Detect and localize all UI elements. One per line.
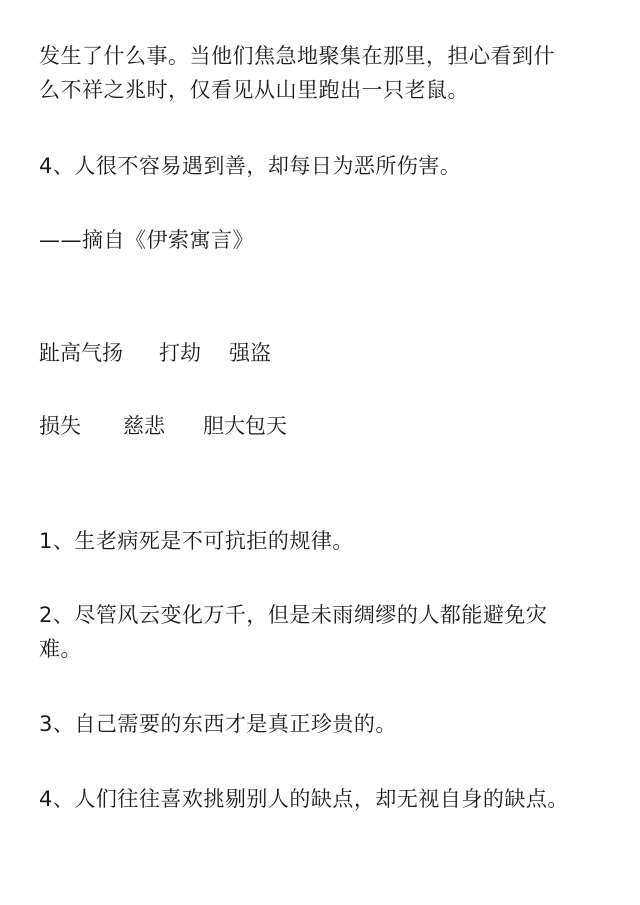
vocab-row-1 <box>39 338 271 368</box>
source-citation: ——摘自《伊索寓言》 <box>39 228 254 252</box>
vocab-word: 打劫 <box>159 341 201 365</box>
passage-item-4: 4、人很不容易遇到善，却每日为恶所伤害。 <box>39 154 462 178</box>
vocab-word: 慈悲 <box>123 414 165 438</box>
vocab-row-2 <box>39 411 287 441</box>
answer-3: 3、自己需要的东西才是真正珍贵的。 <box>39 712 397 736</box>
passage-line-2: 么不祥之兆时，仅看见从山里跑出一只老鼠。 <box>39 78 469 102</box>
answer-2-line-2: 难。 <box>39 637 82 661</box>
answer-4: 4、人们往往喜欢挑剔别人的缺点，却无视自身的缺点。 <box>39 787 569 811</box>
passage-line-1: 发生了什么事。当他们焦急地聚集在那里，担心看到什 <box>39 44 555 68</box>
answer-2-line-1: 2、尽管风云变化万千，但是未雨绸缪的人都能避免灾 <box>39 603 548 627</box>
vocab-word: 趾高气扬 <box>39 341 123 365</box>
vocab-word: 损失 <box>39 414 81 438</box>
vocab-word: 胆大包天 <box>203 414 287 438</box>
vocab-word: 强盗 <box>229 341 271 365</box>
answer-1: 1、生老病死是不可抗拒的规律。 <box>39 529 354 553</box>
